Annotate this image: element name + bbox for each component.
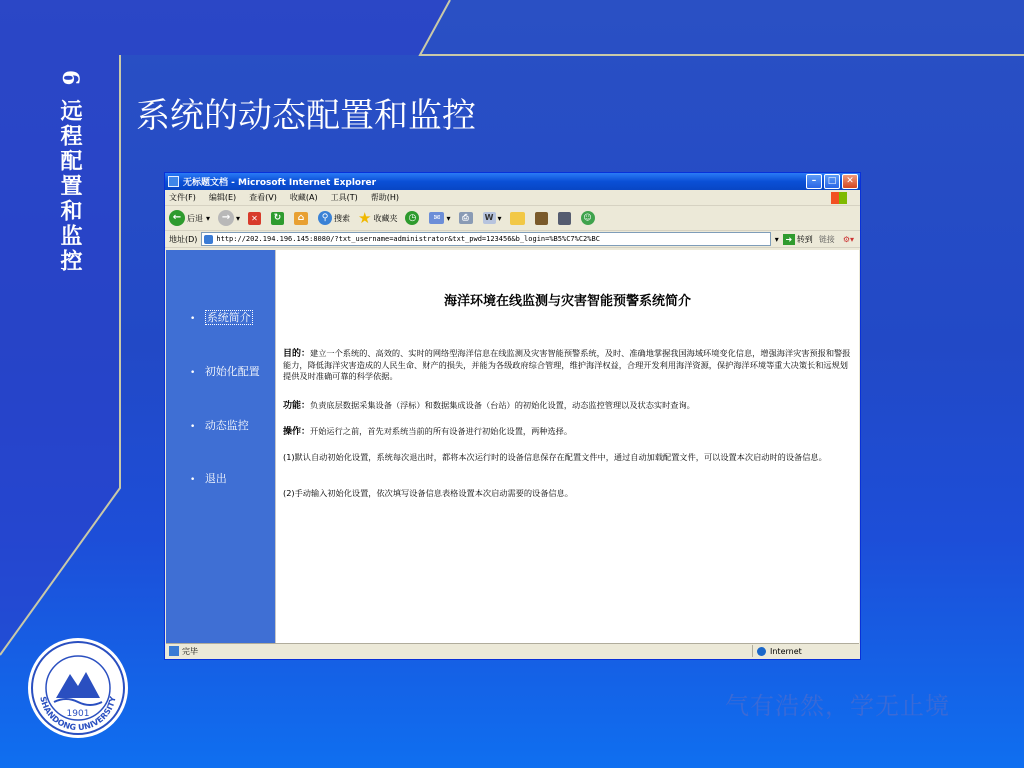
print-icon: ⎙ xyxy=(459,212,473,224)
edit-dropdown-icon: ▾ xyxy=(497,213,502,223)
function-text: 负责底层数据采集设备（浮标）和数据集成设备（台站）的初始化设置，动态监控管理以及状态实时查询。 xyxy=(310,400,695,410)
operation-paragraph xyxy=(283,426,851,438)
messenger-icon: ☺ xyxy=(581,211,595,225)
favorites-button[interactable] xyxy=(358,209,397,227)
window-title: 无标题文档 - Microsoft Internet Explorer xyxy=(183,178,377,188)
history-button[interactable] xyxy=(405,211,421,225)
nav-item-label: 退出 xyxy=(204,472,227,485)
ie-app-icon xyxy=(168,176,179,187)
purpose-label: 目的： xyxy=(283,349,311,359)
address-label: 地址(D) xyxy=(169,234,198,244)
svg-text:1901: 1901 xyxy=(66,709,90,719)
purpose-text: 建立一个系统的、高效的、实时的网络型海洋信息在线监测及灾害智能预警系统，及时、准确地掌握我国海域环境变化信息，增强海洋灾害预报和警报能力，降低海洋灾害造成的人民生命、财产的损失，并能为各级政府综合管理，维护海洋权益，合理开发利用海洋资源，保护海洋环境等重大决策长和远规划提供及时准确可靠的科学依据。 xyxy=(283,348,851,381)
operation-label: 操作： xyxy=(283,427,311,437)
page-heading: 海洋环境在线监测与灾害智能预警系统简介 xyxy=(443,294,691,309)
back-arrow-icon: ← xyxy=(169,210,185,226)
nav-item-label: 系统简介 xyxy=(206,311,251,324)
links-button[interactable]: 链接 xyxy=(818,234,835,244)
back-label: 后退 xyxy=(187,213,203,223)
globe-icon xyxy=(757,647,766,656)
left-nav xyxy=(166,250,275,643)
mail-icon: ✉ xyxy=(429,212,444,224)
forward-dropdown-icon: ▾ xyxy=(236,213,241,223)
option2-paragraph: (2)手动输入初始化设置，依次填写设备信息表格设置本次启动需要的设备信息。 xyxy=(283,488,573,498)
forward-button[interactable] xyxy=(218,210,240,226)
home-icon: ⌂ xyxy=(294,212,308,225)
standard-toolbar xyxy=(165,206,860,231)
status-bar xyxy=(166,643,859,658)
print-button[interactable] xyxy=(459,212,475,224)
side-section-title: 6 远程配置和监控 xyxy=(57,70,83,274)
nav-item-init-config[interactable] xyxy=(190,363,260,379)
go-arrow-icon: ➜ xyxy=(783,234,795,245)
zone-label: Internet xyxy=(770,646,802,656)
menu-file[interactable]: 文件(F) xyxy=(169,193,196,202)
minimize-button[interactable]: – xyxy=(806,174,822,189)
nav-item-label: 动态监控 xyxy=(204,419,249,432)
edit-icon: W xyxy=(483,212,496,224)
purpose-paragraph xyxy=(283,348,851,382)
page-icon xyxy=(204,235,213,244)
menu-help[interactable]: 帮助(H) xyxy=(370,193,399,202)
address-bar xyxy=(165,231,860,248)
slide-motto: 气有浩然，学无止境 xyxy=(725,692,950,720)
window-titlebar[interactable] xyxy=(165,173,860,190)
windows-logo-icon xyxy=(831,192,847,204)
go-label: 转到 xyxy=(796,234,813,244)
home-button[interactable] xyxy=(294,212,310,225)
media-button[interactable] xyxy=(558,212,573,225)
svg-text:SHANDONG UNIVERSITY: SHANDONG UNIVERSITY xyxy=(38,695,118,733)
stop-icon: ✕ xyxy=(248,212,261,225)
page-body xyxy=(275,250,859,643)
browser-content xyxy=(166,250,859,643)
option1-paragraph: (1)默认自动初始化设置，系统每次退出时，都将本次运行时的设备信息保存在配置文件中，通过自动加载配置文件，可以设置本次启动时的设备信息。 xyxy=(283,452,827,462)
media-icon xyxy=(558,212,571,225)
mail-button[interactable] xyxy=(429,212,450,224)
menu-edit[interactable]: 编辑(E) xyxy=(208,193,237,202)
stop-button[interactable] xyxy=(248,212,263,225)
search-button[interactable] xyxy=(318,211,350,225)
search-label: 搜索 xyxy=(334,213,351,223)
folder-button[interactable] xyxy=(510,212,527,225)
operation-text: 开始运行之前，首先对系统当前的所有设备进行初始化设置，两种选择。 xyxy=(310,426,573,436)
favorites-label: 收藏夹 xyxy=(373,213,398,223)
folder-icon xyxy=(510,212,525,225)
nav-item-dynamic-monitor[interactable] xyxy=(190,417,249,433)
menu-view[interactable]: 查看(V) xyxy=(249,193,277,202)
go-button[interactable] xyxy=(783,234,813,245)
status-page-icon xyxy=(169,646,179,656)
address-input[interactable] xyxy=(201,232,770,246)
maximize-button[interactable]: □ xyxy=(824,174,840,189)
history-icon: ◷ xyxy=(405,211,419,225)
slide-title: 系统的动态配置和监控 xyxy=(136,96,476,136)
refresh-button[interactable] xyxy=(271,212,286,225)
extension-icon[interactable]: ⚙▾ xyxy=(842,234,854,244)
edit-button[interactable] xyxy=(483,212,502,224)
menu-bar xyxy=(165,190,860,206)
address-dropdown-icon[interactable]: ▾ xyxy=(774,234,779,244)
research-icon xyxy=(535,212,548,225)
mail-dropdown-icon: ▾ xyxy=(446,213,451,223)
ie-browser-window xyxy=(164,172,861,660)
nav-item-exit[interactable] xyxy=(190,470,227,486)
nav-item-label: 初始化配置 xyxy=(204,365,260,378)
menu-tools[interactable]: 工具(T) xyxy=(330,193,358,202)
back-button[interactable] xyxy=(169,210,210,226)
menu-favorites[interactable]: 收藏(A) xyxy=(289,193,318,202)
research-button[interactable] xyxy=(535,212,550,225)
security-zone[interactable] xyxy=(752,645,859,657)
search-icon: ⚲ xyxy=(318,211,332,225)
forward-arrow-icon: → xyxy=(218,210,234,226)
function-paragraph xyxy=(283,400,851,412)
messenger-button[interactable] xyxy=(581,211,597,225)
star-icon: ★ xyxy=(358,209,372,227)
close-button[interactable]: ✕ xyxy=(842,174,858,189)
nav-item-intro[interactable] xyxy=(190,309,253,325)
status-text: 完毕 xyxy=(182,646,198,656)
refresh-icon: ↻ xyxy=(271,212,284,225)
address-value: http://202.194.196.145:8080/?txt_username=administrator&txt_pwd=123456&b_login=%B5%C7%C2%BC xyxy=(216,235,600,243)
function-label: 功能： xyxy=(283,401,311,411)
shandong-university-logo xyxy=(26,636,130,740)
back-dropdown-icon: ▾ xyxy=(206,213,211,223)
